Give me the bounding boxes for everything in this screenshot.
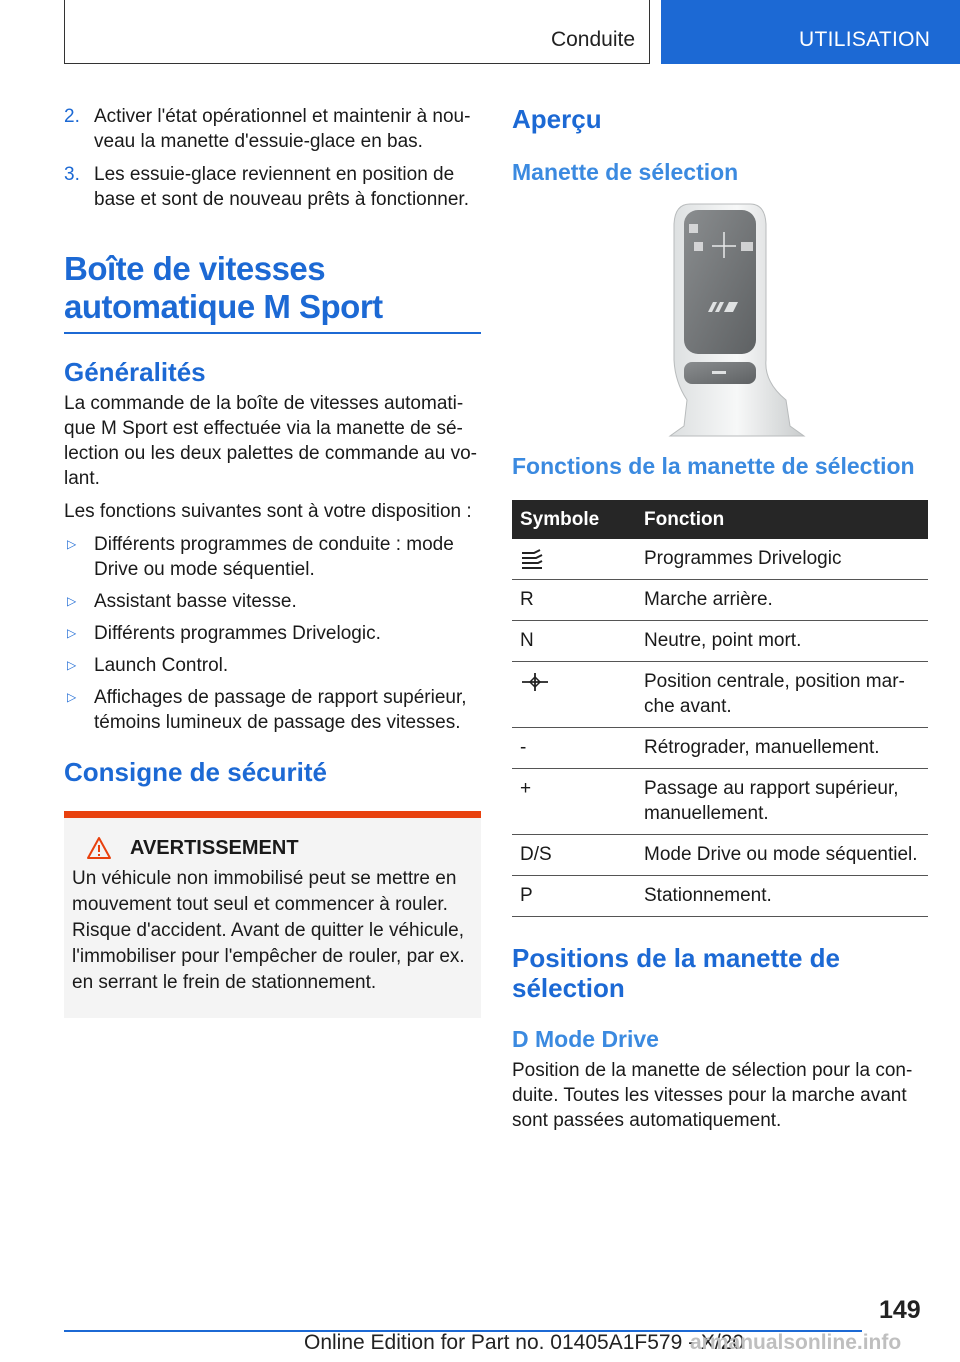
table-row (512, 621, 928, 662)
drivelogic-icon (520, 548, 544, 570)
functions-table (512, 500, 928, 917)
gear-selector-illustration (512, 200, 928, 440)
bullet-text: Différents programmes de conduite : mode Drive ou mode séquentiel. (94, 534, 454, 580)
triangle-bullet-icon: ▷ (67, 594, 77, 608)
symbol-cell: + (512, 769, 636, 835)
function-cell: Position centrale, position mar-che avant. (636, 662, 928, 728)
triangle-bullet-icon: ▷ (67, 626, 77, 640)
symbol-cell: D/S (512, 835, 636, 876)
table-row (512, 662, 928, 728)
table-row (512, 876, 928, 917)
functions-title: Fonctions de la manette de sélection (512, 453, 915, 479)
bullet-text: Différents programmes Drivelogic. (94, 623, 381, 644)
table-row (512, 835, 928, 876)
generalites-lead: Les fonctions suivantes sont à votre disposition : (64, 501, 472, 522)
section-heading (64, 250, 481, 334)
column-header-symbol: Symbole (512, 500, 636, 539)
apercu-title: Aperçu (512, 104, 602, 134)
watermark: armanualsonline.info (690, 1331, 902, 1354)
positions-title: Positions de la manette de sélection (512, 943, 840, 1003)
warning-text: Un véhicule non immobilisé peut se mettre en mouvement tout seul et commencer à rouler. Risque d'accident. Avant de quitter le véhicule, l'immobiliser pour l'empêcher de rouler, par ex. en serrant le frein de stationnement. (72, 868, 465, 993)
list-item (64, 532, 481, 582)
table-header-row (512, 500, 928, 539)
symbol-cell: N (512, 621, 636, 662)
table-row (512, 539, 928, 580)
warning-triangle-icon (86, 836, 112, 860)
step-text: Activer l'état opérationnel et maintenir à nou-veau la manette d'essuie-glace en bas. (94, 106, 471, 152)
page-number: 149 (879, 1296, 921, 1324)
bullet-text: Affichages de passage de rapport supérieur, témoins lumineux de passage des vitesses. (94, 687, 467, 733)
list-item (64, 621, 481, 646)
safety-title: Consigne de sécurité (64, 757, 327, 787)
triangle-bullet-icon: ▷ (67, 658, 77, 672)
warning-box (64, 811, 481, 1018)
step-item (64, 104, 481, 154)
functions-bullet-list (64, 532, 481, 735)
left-column (64, 104, 481, 1018)
table-row (512, 580, 928, 621)
table-row (512, 728, 928, 769)
right-column (512, 104, 928, 1133)
symbol-cell: P (512, 876, 636, 917)
section-title-rule (64, 332, 481, 334)
function-cell: Mode Drive ou mode séquentiel. (636, 835, 928, 876)
header-chapter-tab[interactable] (661, 0, 960, 64)
steps-list (64, 104, 481, 212)
section-title-line2: automatique M Sport (64, 288, 383, 325)
manette-subtitle: Manette de sélection (512, 159, 739, 185)
function-cell: Passage au rapport supérieur, manuellement. (636, 769, 928, 835)
list-item (64, 653, 481, 678)
mode-drive-title: D Mode Drive (512, 1026, 659, 1052)
step-number: 2. (64, 106, 80, 127)
header-chapter-label: UTILISATION (799, 28, 931, 51)
step-number: 3. (64, 164, 80, 185)
gear-selector-image (512, 200, 928, 440)
function-cell: Rétrograder, manuellement. (636, 728, 928, 769)
symbol-cell (512, 662, 636, 728)
header-section-box (64, 0, 650, 64)
step-item (64, 162, 481, 212)
table-row (512, 769, 928, 835)
triangle-bullet-icon: ▷ (67, 690, 77, 704)
warning-header (72, 836, 473, 860)
warning-label: AVERTISSEMENT (130, 836, 299, 859)
triangle-bullet-icon: ▷ (67, 537, 77, 551)
list-item (64, 589, 481, 614)
symbol-cell (512, 539, 636, 580)
step-text: Les essuie-glace reviennent en position de base et sont de nouveau prêts à fonctionner. (94, 164, 469, 210)
bullet-text: Launch Control. (94, 655, 229, 676)
list-item (64, 685, 481, 735)
footer-edition: Online Edition for Part no. 01405A1F579 - X/20 (304, 1331, 745, 1354)
bullet-text: Assistant basse vitesse. (94, 591, 297, 612)
mode-drive-text: Position de la manette de sélection pour la con-duite. Toutes les vitesses pour la marche avant sont passées automatiquement. (512, 1060, 913, 1131)
function-cell: Marche arrière. (636, 580, 928, 621)
function-cell: Programmes Drivelogic (636, 539, 928, 580)
generalites-title: Généralités (64, 357, 206, 387)
symbol-cell: R (512, 580, 636, 621)
warning-bar (64, 811, 481, 818)
center-position-icon (520, 671, 550, 693)
section-title-line1: Boîte de vitesses (64, 250, 326, 287)
function-cell: Stationnement. (636, 876, 928, 917)
header-section-label: Conduite (550, 28, 635, 51)
symbol-cell: - (512, 728, 636, 769)
column-header-function: Fonction (636, 500, 928, 539)
function-cell: Neutre, point mort. (636, 621, 928, 662)
generalites-intro: La commande de la boîte de vitesses automati-que M Sport est effectuée via la manette de sé-lection ou les deux palettes de commande au vo-lant. (64, 393, 477, 489)
